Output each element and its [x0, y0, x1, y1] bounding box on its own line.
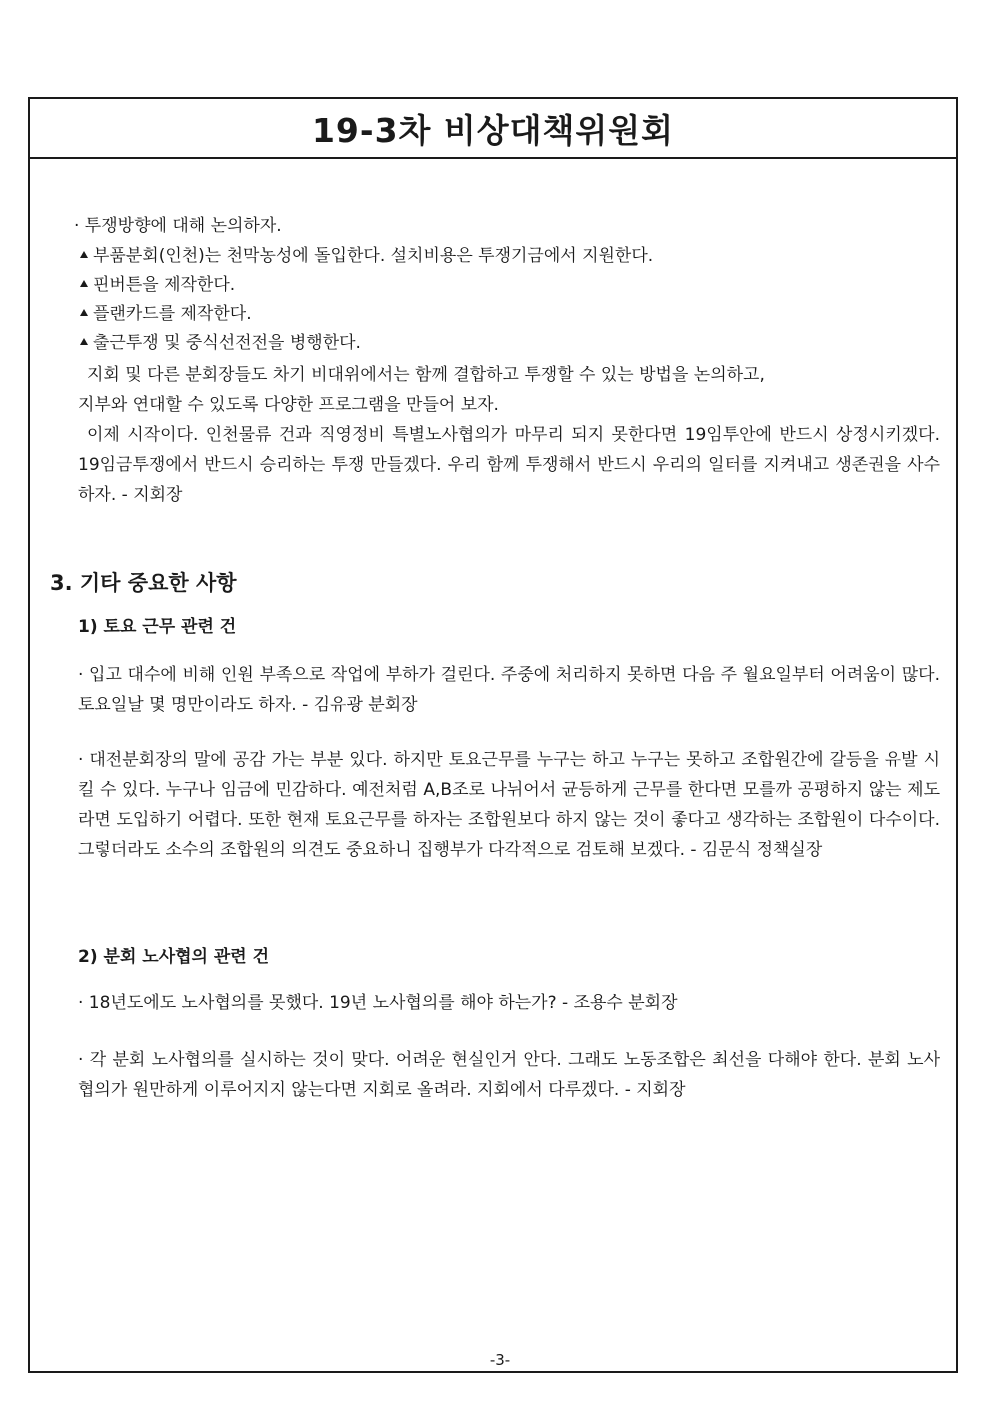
- page-number: -3-: [489, 1351, 511, 1369]
- paragraph: 이제 시작이다. 인천물류 건과 직영정비 특별노사협의가 마무리 되지 못한다면 19임투안에 반드시 상정시키겠다. 19임금투쟁에서 반드시 승리하는 투쟁 만들겠다. 우리 함께 투쟁해서 반드시 우리의 일터를 지켜내고 생존권을 사수하자. - 지회장: [78, 425, 940, 505]
- title-box: [30, 99, 956, 159]
- paragraph: · 각 분회 노사협의를 실시하는 것이 맞다. 어려운 현실인거 안다. 그래도 노동조합은 최선을 다해야 한다. 분회 노사협의가 원만하게 이루어지지 않는다면 지회로 올려라. 지회에서 다루겠다. - 지회장: [78, 1050, 940, 1100]
- subsection-heading: 2) 분회 노사협의 관련 건: [78, 947, 270, 967]
- triangle-bullet-icon: [80, 309, 88, 316]
- list-item: 핀버튼을 제작한다.: [80, 270, 235, 300]
- triangle-bullet-icon: [80, 338, 88, 345]
- discussion-intro: · 투쟁방향에 대해 논의하자.: [74, 216, 282, 236]
- paragraph-line: 지부와 연대할 수 있도록 다양한 프로그램을 만들어 보자.: [78, 395, 499, 415]
- page-title: 19-3차 비상대책위원회: [311, 110, 675, 150]
- subsection-heading: 1) 토요 근무 관련 건: [78, 617, 237, 637]
- list-item: 출근투쟁 및 중식선전전을 병행한다.: [80, 328, 361, 358]
- paragraph-line: 지회 및 다른 분회장들도 차기 비대위에서는 함께 결합하고 투쟁할 수 있는 방법을 논의하고,: [87, 365, 765, 385]
- paragraph: · 대전분회장의 말에 공감 가는 부분 있다. 하지만 토요근무를 누구는 하고 누구는 못하고 조합원간에 갈등을 유발 시킬 수 있다. 누구나 임금에 민감하다. 예전처럼 A,B조로 나뉘어서 균등하게 근무를 한다면 모를까 공평하지 않는 제도라면 도입하기 어렵다. 또한 현재 토요근무를 하자는 조합원보다 하지 않는 것이 좋다고 생각하는 조합원이 다수이다. 그렇더라도 소수의 조합원의 의견도 중요하니 집행부가 다각적으로 검토해 보겠다. - 김문식 정책실장: [78, 750, 940, 860]
- triangle-bullet-icon: [80, 280, 88, 287]
- paragraph: · 18년도에도 노사협의를 못했다. 19년 노사협의를 해야 하는가? - 조용수 분회장: [78, 993, 678, 1013]
- triangle-bullet-icon: [80, 251, 88, 258]
- section-heading: 3. 기타 중요한 사항: [50, 571, 237, 595]
- paragraph: · 입고 대수에 비해 인원 부족으로 작업에 부하가 걸린다. 주중에 처리하지 못하면 다음 주 월요일부터 어려움이 많다. 토요일날 몇 명만이라도 하자. - 김유광 분회장: [78, 665, 940, 715]
- list-item: 부품분회(인천)는 천막농성에 돌입한다. 설치비용은 투쟁기금에서 지원한다.: [80, 241, 653, 271]
- list-item: 플랜카드를 제작한다.: [80, 299, 252, 329]
